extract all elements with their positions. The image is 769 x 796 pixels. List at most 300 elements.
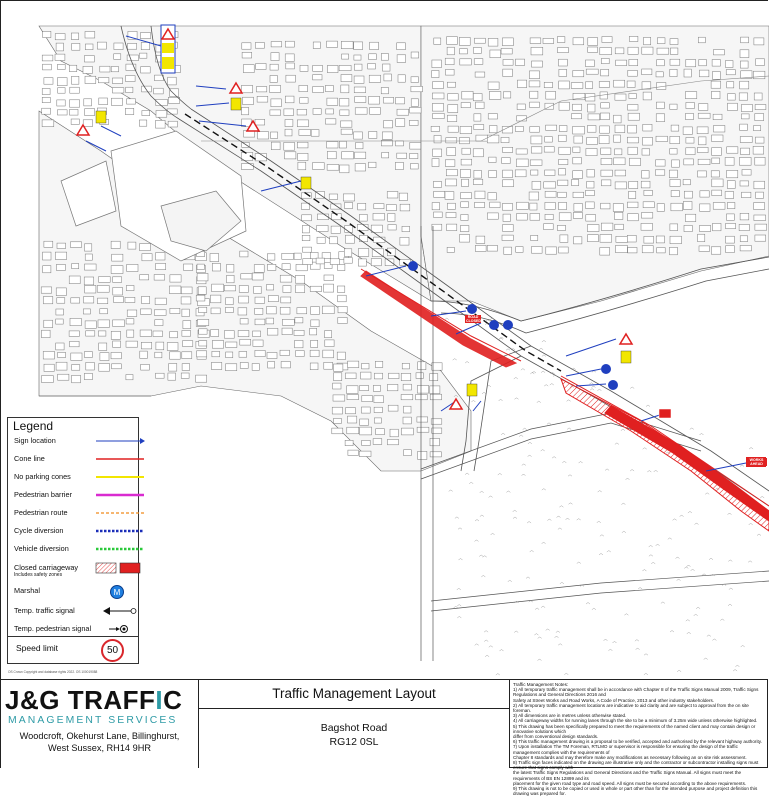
building-plot [397, 109, 409, 115]
building-plot [56, 309, 64, 315]
building-plot [126, 286, 134, 291]
building-plot [182, 364, 190, 371]
building-plot [669, 170, 677, 178]
legend-item-vehicle-diversion: Vehicle diversion [14, 542, 138, 556]
building-plot [42, 120, 54, 127]
building-plot [515, 59, 524, 65]
building-plot [725, 158, 734, 166]
building-plot [334, 373, 342, 381]
building-plot [85, 254, 92, 260]
building-plot [474, 38, 485, 43]
building-plot [740, 181, 749, 186]
building-plot [69, 276, 80, 284]
building-plot [126, 319, 134, 324]
building-plot [362, 440, 371, 445]
building-plot [629, 59, 638, 65]
building-plot [355, 108, 367, 114]
building-plot [712, 179, 723, 187]
building-plot [573, 192, 584, 197]
building-plot [397, 153, 407, 158]
building-plot [530, 160, 542, 165]
building-plot [396, 141, 404, 146]
building-plot [170, 275, 181, 282]
building-plot [684, 225, 692, 231]
keep-left-sign-icon [408, 261, 418, 271]
building-plot [358, 259, 366, 266]
building-plot [462, 148, 471, 154]
building-plot [447, 224, 457, 231]
building-plot [411, 52, 419, 58]
building-plot [285, 54, 294, 62]
building-plot [354, 87, 365, 93]
building-plot [671, 191, 679, 197]
building-plot [532, 247, 543, 254]
building-plot [558, 48, 569, 53]
building-plot [334, 418, 342, 423]
building-plot [430, 452, 441, 457]
building-plot [574, 237, 582, 244]
building-plot [284, 142, 295, 150]
building-plot [643, 124, 652, 131]
building-plot [360, 235, 368, 241]
building-plot [630, 158, 641, 165]
legend-item-no-parking-cones: No parking cones [14, 470, 138, 484]
building-plot [72, 375, 81, 383]
building-plot [42, 55, 53, 61]
building-plot [141, 342, 151, 349]
building-plot [361, 407, 370, 413]
building-plot [252, 273, 263, 280]
building-plot [85, 32, 95, 39]
building-plot [642, 69, 652, 75]
building-plot [58, 374, 69, 380]
building-plot [670, 104, 677, 109]
building-plot [57, 110, 67, 115]
building-plot [303, 259, 313, 265]
building-plot [755, 235, 766, 241]
company-address-line2: West Sussex, RH14 9HR [48, 743, 151, 753]
building-plot [355, 152, 366, 159]
building-plot [698, 159, 710, 165]
building-plot [270, 85, 281, 92]
building-plot [545, 137, 553, 143]
building-plot [448, 105, 458, 113]
building-plot [369, 96, 380, 104]
building-plot [671, 203, 683, 211]
building-plot [657, 204, 664, 212]
building-plot [212, 351, 220, 357]
building-plot [488, 82, 499, 89]
building-plot [657, 60, 665, 66]
building-plot [403, 384, 411, 390]
building-plot [727, 170, 738, 177]
building-plot [727, 181, 735, 189]
building-plot [532, 61, 543, 67]
building-plot [615, 224, 624, 230]
building-plot [268, 362, 275, 368]
building-plot [489, 157, 496, 162]
building-plot [416, 373, 423, 379]
legend-item-cone-line: Cone line [14, 452, 138, 466]
building-plot [354, 42, 363, 50]
building-plot [98, 331, 106, 336]
building-plot [545, 191, 556, 197]
building-plot [324, 362, 333, 369]
building-plot [83, 120, 93, 127]
building-plot [699, 226, 710, 232]
building-plot [339, 65, 351, 70]
building-plot [447, 82, 455, 87]
building-plot [240, 363, 248, 369]
building-plot [313, 109, 321, 115]
building-plot [338, 295, 347, 302]
building-plot [84, 56, 94, 62]
building-plot [310, 350, 319, 356]
note-line: 7) Upon installation The TM Foreman, RTLMO or supervisor is responsible for ensuring the design of the traffic management complies with the requirements of [513, 744, 738, 755]
building-plot [530, 102, 540, 107]
building-plot [240, 319, 248, 324]
building-plot [345, 373, 356, 379]
speed-limit-sign-icon: 50 [101, 639, 124, 662]
building-plot [586, 149, 597, 156]
lane-sign-icon [96, 111, 106, 123]
title-divider [199, 708, 509, 709]
building-plot [699, 246, 710, 251]
building-plot [141, 364, 150, 370]
title-block [199, 679, 510, 768]
company-panel [1, 679, 199, 768]
building-plot [169, 364, 177, 372]
building-plot [374, 407, 382, 412]
building-plot [601, 223, 613, 230]
building-plot [197, 351, 207, 357]
building-plot [711, 81, 721, 88]
building-plot [588, 38, 598, 46]
building-plot [56, 319, 64, 324]
legend-item-cycle-diversion: Cycle diversion [14, 524, 138, 538]
building-plot [740, 236, 747, 242]
building-plot [142, 296, 150, 303]
building-plot [388, 405, 398, 411]
building-plot [348, 416, 357, 423]
building-plot [142, 86, 152, 92]
building-plot [84, 99, 92, 106]
building-plot [753, 71, 765, 79]
building-plot [460, 59, 472, 65]
building-plot [671, 125, 679, 131]
building-plot [600, 235, 612, 243]
building-plot [271, 99, 281, 107]
building-plot [616, 236, 628, 242]
building-plot [712, 148, 722, 156]
building-plot [739, 93, 747, 100]
building-plot [156, 120, 166, 128]
building-plot [411, 164, 419, 170]
building-plot [699, 70, 709, 77]
building-plot [98, 320, 110, 327]
building-plot [296, 285, 305, 293]
building-plot [255, 350, 265, 356]
building-plot [684, 191, 692, 198]
building-plot [42, 330, 51, 338]
closed-carriageway-icon [92, 561, 148, 575]
legend-item-temp-pedestrian-signal: Temp. pedestrian signal [14, 622, 138, 636]
building-plot [656, 102, 664, 109]
building-plot [614, 115, 622, 123]
building-plot [168, 121, 177, 127]
building-plot [302, 235, 310, 240]
building-plot [332, 428, 343, 434]
building-plot [355, 97, 366, 103]
legend-item-temp-traffic-signal: Temp. traffic signal [14, 604, 138, 618]
building-plot [113, 277, 122, 283]
building-plot [684, 69, 691, 77]
building-plot [267, 254, 275, 260]
ped-signal-icon [107, 622, 137, 636]
building-plot [628, 105, 639, 111]
building-plot [113, 341, 121, 347]
building-plot [446, 179, 457, 186]
building-plot [599, 82, 609, 88]
lane-sign-icon [301, 177, 311, 189]
building-plot [409, 120, 418, 125]
building-plot [685, 214, 695, 221]
building-plot [559, 147, 571, 154]
building-plot [400, 204, 410, 211]
building-plot [487, 135, 499, 143]
building-plot [140, 244, 151, 251]
building-plot [557, 37, 565, 43]
building-plot [573, 104, 582, 110]
building-plot [140, 275, 149, 280]
building-plot [56, 265, 65, 271]
building-plot [376, 429, 385, 435]
building-plot [225, 307, 233, 312]
building-plot [338, 318, 347, 324]
no-parking-line-icon [92, 470, 148, 484]
building-plot [698, 171, 707, 177]
building-plot [255, 297, 265, 303]
building-plot [182, 331, 191, 337]
building-plot [282, 253, 294, 259]
building-plot [461, 159, 472, 165]
building-plot [339, 99, 349, 106]
building-plot [616, 245, 628, 252]
building-plot [386, 205, 396, 211]
building-plot [396, 119, 405, 127]
map-copyright: OS Crown Copyright and database rights 2022. OS 100019088 [8, 670, 98, 674]
building-plot [628, 214, 639, 221]
building-plot [573, 157, 582, 164]
building-plot [114, 43, 123, 50]
building-plot [531, 235, 538, 240]
legend-item-sign-location: Sign location [14, 434, 138, 448]
building-plot [628, 70, 638, 76]
building-plot [374, 396, 384, 403]
building-plot [325, 119, 336, 124]
building-plot [212, 341, 223, 349]
building-plot [324, 275, 334, 280]
building-plot [311, 307, 320, 315]
building-plot [531, 170, 538, 175]
building-plot [128, 43, 137, 49]
building-plot [642, 171, 650, 178]
building-plot [98, 298, 108, 304]
building-plot [43, 351, 54, 359]
building-plot [418, 451, 427, 459]
building-plot [545, 214, 553, 219]
building-plot [462, 179, 469, 186]
building-plot [255, 308, 263, 314]
building-plot [670, 247, 678, 255]
building-plot [489, 92, 501, 100]
note-line: Chapter 8 standards and may therefore make any modifications as necessary following an on site risk assessment. [513, 754, 747, 760]
building-plot [460, 138, 470, 144]
lane-sign-icon [621, 351, 631, 363]
building-plot [170, 332, 178, 338]
building-plot [629, 36, 638, 41]
building-plot [587, 181, 594, 188]
building-plot [629, 181, 638, 188]
building-plot [474, 114, 481, 121]
building-plot [126, 76, 136, 82]
building-plot [642, 47, 653, 54]
building-plot [240, 251, 248, 257]
building-plot [741, 148, 750, 155]
building-plot [586, 202, 595, 209]
building-plot [70, 242, 81, 248]
building-plot [476, 102, 485, 108]
building-plot [755, 105, 766, 110]
building-plot [211, 308, 220, 314]
building-plot [212, 284, 224, 292]
notes-lines [513, 687, 764, 796]
building-plot [726, 70, 735, 75]
building-plot [325, 85, 333, 91]
building-plot [345, 235, 354, 243]
building-plot [712, 91, 721, 98]
building-plot [753, 146, 764, 154]
building-plot [298, 162, 306, 170]
building-plot [411, 86, 423, 92]
legend-item-pedestrian-route: Pedestrian route [14, 506, 138, 520]
building-plot [85, 285, 96, 293]
building-plot [258, 132, 269, 139]
building-plot [347, 386, 358, 394]
building-plot [348, 450, 359, 455]
building-plot [740, 213, 749, 220]
building-plot [86, 331, 95, 336]
building-plot [754, 181, 765, 189]
building-plot [543, 38, 554, 43]
building-plot [140, 53, 147, 58]
note-line: 8) Traffic sign faces indicated on the drawing are illustrative only and the contractor or subcontractor installing signs must ensure that signs comply with [513, 760, 759, 771]
building-plot [227, 275, 235, 283]
building-plot [85, 109, 95, 116]
building-plot [656, 114, 664, 122]
building-plot [140, 330, 152, 336]
building-plot [374, 204, 384, 209]
notes-heading: Traffic Management Notes: [513, 682, 569, 687]
building-plot [628, 248, 637, 253]
building-plot [281, 297, 291, 303]
building-plot [369, 132, 377, 139]
building-plot [253, 331, 261, 337]
building-plot [182, 309, 189, 317]
building-plot [70, 341, 80, 347]
building-plot [445, 160, 455, 167]
building-plot [588, 104, 596, 112]
building-plot [714, 126, 725, 133]
building-plot [383, 64, 391, 71]
building-plot [601, 180, 611, 186]
pedestrian-barrier-icon [92, 488, 148, 502]
building-plot [739, 224, 749, 230]
building-plot [182, 352, 192, 359]
building-plot [586, 69, 598, 74]
building-plot [712, 135, 723, 142]
building-plot [573, 171, 583, 179]
building-plot [683, 127, 692, 134]
building-plot [530, 127, 540, 133]
building-plot [740, 61, 748, 68]
building-plot [644, 37, 651, 45]
building-plot [43, 297, 52, 304]
building-plot [670, 224, 678, 231]
building-plot [544, 182, 556, 188]
building-plot [112, 78, 122, 84]
building-plot [256, 87, 266, 92]
building-plot [517, 202, 529, 209]
building-plot [627, 81, 635, 87]
building-plot [285, 120, 293, 127]
building-plot [382, 132, 392, 140]
building-plot [341, 129, 352, 134]
building-plot [503, 225, 514, 232]
building-plot [501, 137, 509, 142]
building-plot [310, 286, 321, 291]
building-plot [243, 97, 254, 104]
building-plot [559, 135, 567, 141]
building-plot [125, 297, 135, 302]
building-plot [573, 126, 585, 134]
building-plot [532, 181, 541, 189]
building-plot [641, 181, 650, 188]
building-plot [754, 203, 765, 210]
building-plot [57, 64, 65, 69]
building-plot [342, 54, 349, 59]
road-closed-sign-icon [659, 409, 671, 418]
building-plot [374, 418, 381, 423]
legend-item-marshal: Marshal M [14, 584, 138, 600]
building-plot [334, 364, 343, 371]
building-plot [154, 275, 165, 281]
building-plot [670, 48, 678, 54]
company-address-line1: Woodcroft, Okehurst Lane, Billinghurst, [19, 731, 180, 741]
building-plot [99, 98, 108, 105]
building-plot [388, 214, 395, 222]
building-plot [57, 78, 67, 86]
building-plot [559, 202, 567, 209]
building-plot [432, 71, 439, 78]
works-ahead-sign-label: WORKS AHEAD [746, 458, 767, 466]
building-plot [517, 214, 528, 221]
building-plot [283, 286, 291, 293]
building-plot [294, 253, 301, 259]
building-plot [742, 192, 751, 198]
building-plot [295, 341, 304, 348]
building-plot [370, 107, 381, 114]
